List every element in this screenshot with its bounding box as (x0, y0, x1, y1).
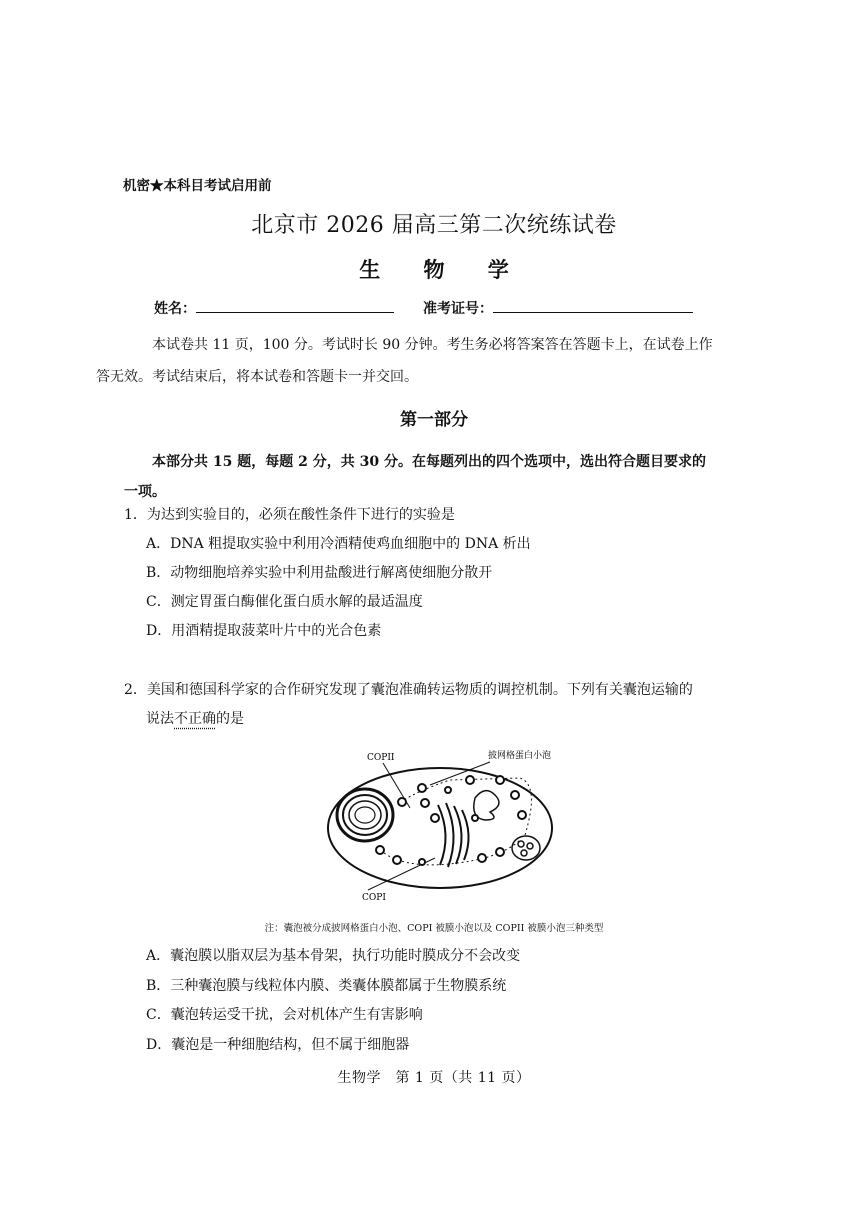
confidential-label: 机密★本科目考试启用前 (123, 178, 272, 194)
q1-option-b[interactable]: B．动物细胞培养实验中利用盐酸进行解离使细胞分散开 (146, 565, 493, 581)
subject-title: 生 物 学 (359, 257, 527, 282)
instructions-line-2: 答无效。考试结束后，将本试卷和答题卡一并交回。 (96, 369, 418, 385)
question-stem: 为达到实验目的，必须在酸性条件下进行的实验是 (146, 507, 455, 523)
instructions-line-1: 本试卷共 11 页，100 分。考试时长 90 分钟。考生务必将答案答在答题卡上，在试卷上作 (152, 337, 713, 353)
exam-id-label: 准考证号： (423, 301, 493, 317)
instructions (96, 329, 746, 393)
name-label: 姓名： (154, 301, 196, 317)
page-footer: 生物学 第 1 页（共 11 页） (337, 1070, 531, 1086)
question-2 (124, 680, 693, 700)
part-description (124, 447, 748, 507)
emphasis-not-correct: 不正确 (174, 711, 216, 727)
label-clathrin-vesicle: 披网格蛋白小泡 (488, 751, 552, 761)
q2-option-d[interactable]: D．囊泡是一种细胞结构，但不属于细胞器 (146, 1037, 410, 1053)
label-copi: COPI (362, 893, 386, 903)
q2-option-b[interactable]: B．三种囊泡膜与线粒体内膜、类囊体膜都属于生物膜系统 (146, 978, 507, 994)
question-stem-line-1: 美国和德国科学家的合作研究发现了囊泡准确转运物质的调控机制。下列有关囊泡运输的 (146, 682, 693, 698)
endosome (474, 791, 540, 860)
q1-option-c[interactable]: C．测定胃蛋白酶催化蛋白质水解的最适温度 (146, 594, 423, 610)
question-number: 1． (124, 507, 147, 523)
exam-title: 北京市 2026 届高三第二次统练试卷 (251, 213, 617, 238)
part-heading: 第一部分 (400, 410, 468, 430)
label-copii: COPII (367, 753, 395, 763)
q1-option-d[interactable]: D．用酒精提取菠菜叶片中的光合色素 (146, 623, 382, 639)
name-blank[interactable] (196, 298, 394, 313)
pointer-clathrin (430, 762, 490, 785)
golgi-apparatus (438, 803, 469, 867)
q2-option-c[interactable]: C．囊泡转运受干扰，会对机体产生有害影响 (146, 1007, 423, 1023)
q2-option-a[interactable]: A．囊泡膜以脂双层为基本骨架，执行功能时膜成分不会改变 (146, 948, 521, 964)
nucleus-er (337, 789, 393, 841)
question-number: 2． (124, 682, 147, 698)
question-1 (124, 505, 455, 525)
exam-id-field (423, 298, 693, 318)
stem-text: 的是 (216, 711, 244, 727)
part-description-line-1: 本部分共 15 题，每题 2 分，共 30 分。在每题列出的四个选项中，选出符合题目要求的 (152, 454, 706, 470)
question-2-line-2 (146, 709, 244, 729)
figure-note: 注：囊泡被分成披网格蛋白小泡、COPI 被膜小泡以及 COPII 被膜小泡三种类型 (264, 923, 604, 934)
q1-option-a[interactable]: A．DNA 粗提取实验中利用冷酒精使鸡血细胞中的 DNA 析出 (146, 536, 531, 552)
exam-id-blank[interactable] (493, 298, 693, 313)
vesicle-transport-figure (310, 740, 570, 910)
name-field (154, 298, 394, 318)
part-description-line-2: 一项。 (124, 484, 166, 500)
stem-text: 说法 (146, 711, 174, 727)
